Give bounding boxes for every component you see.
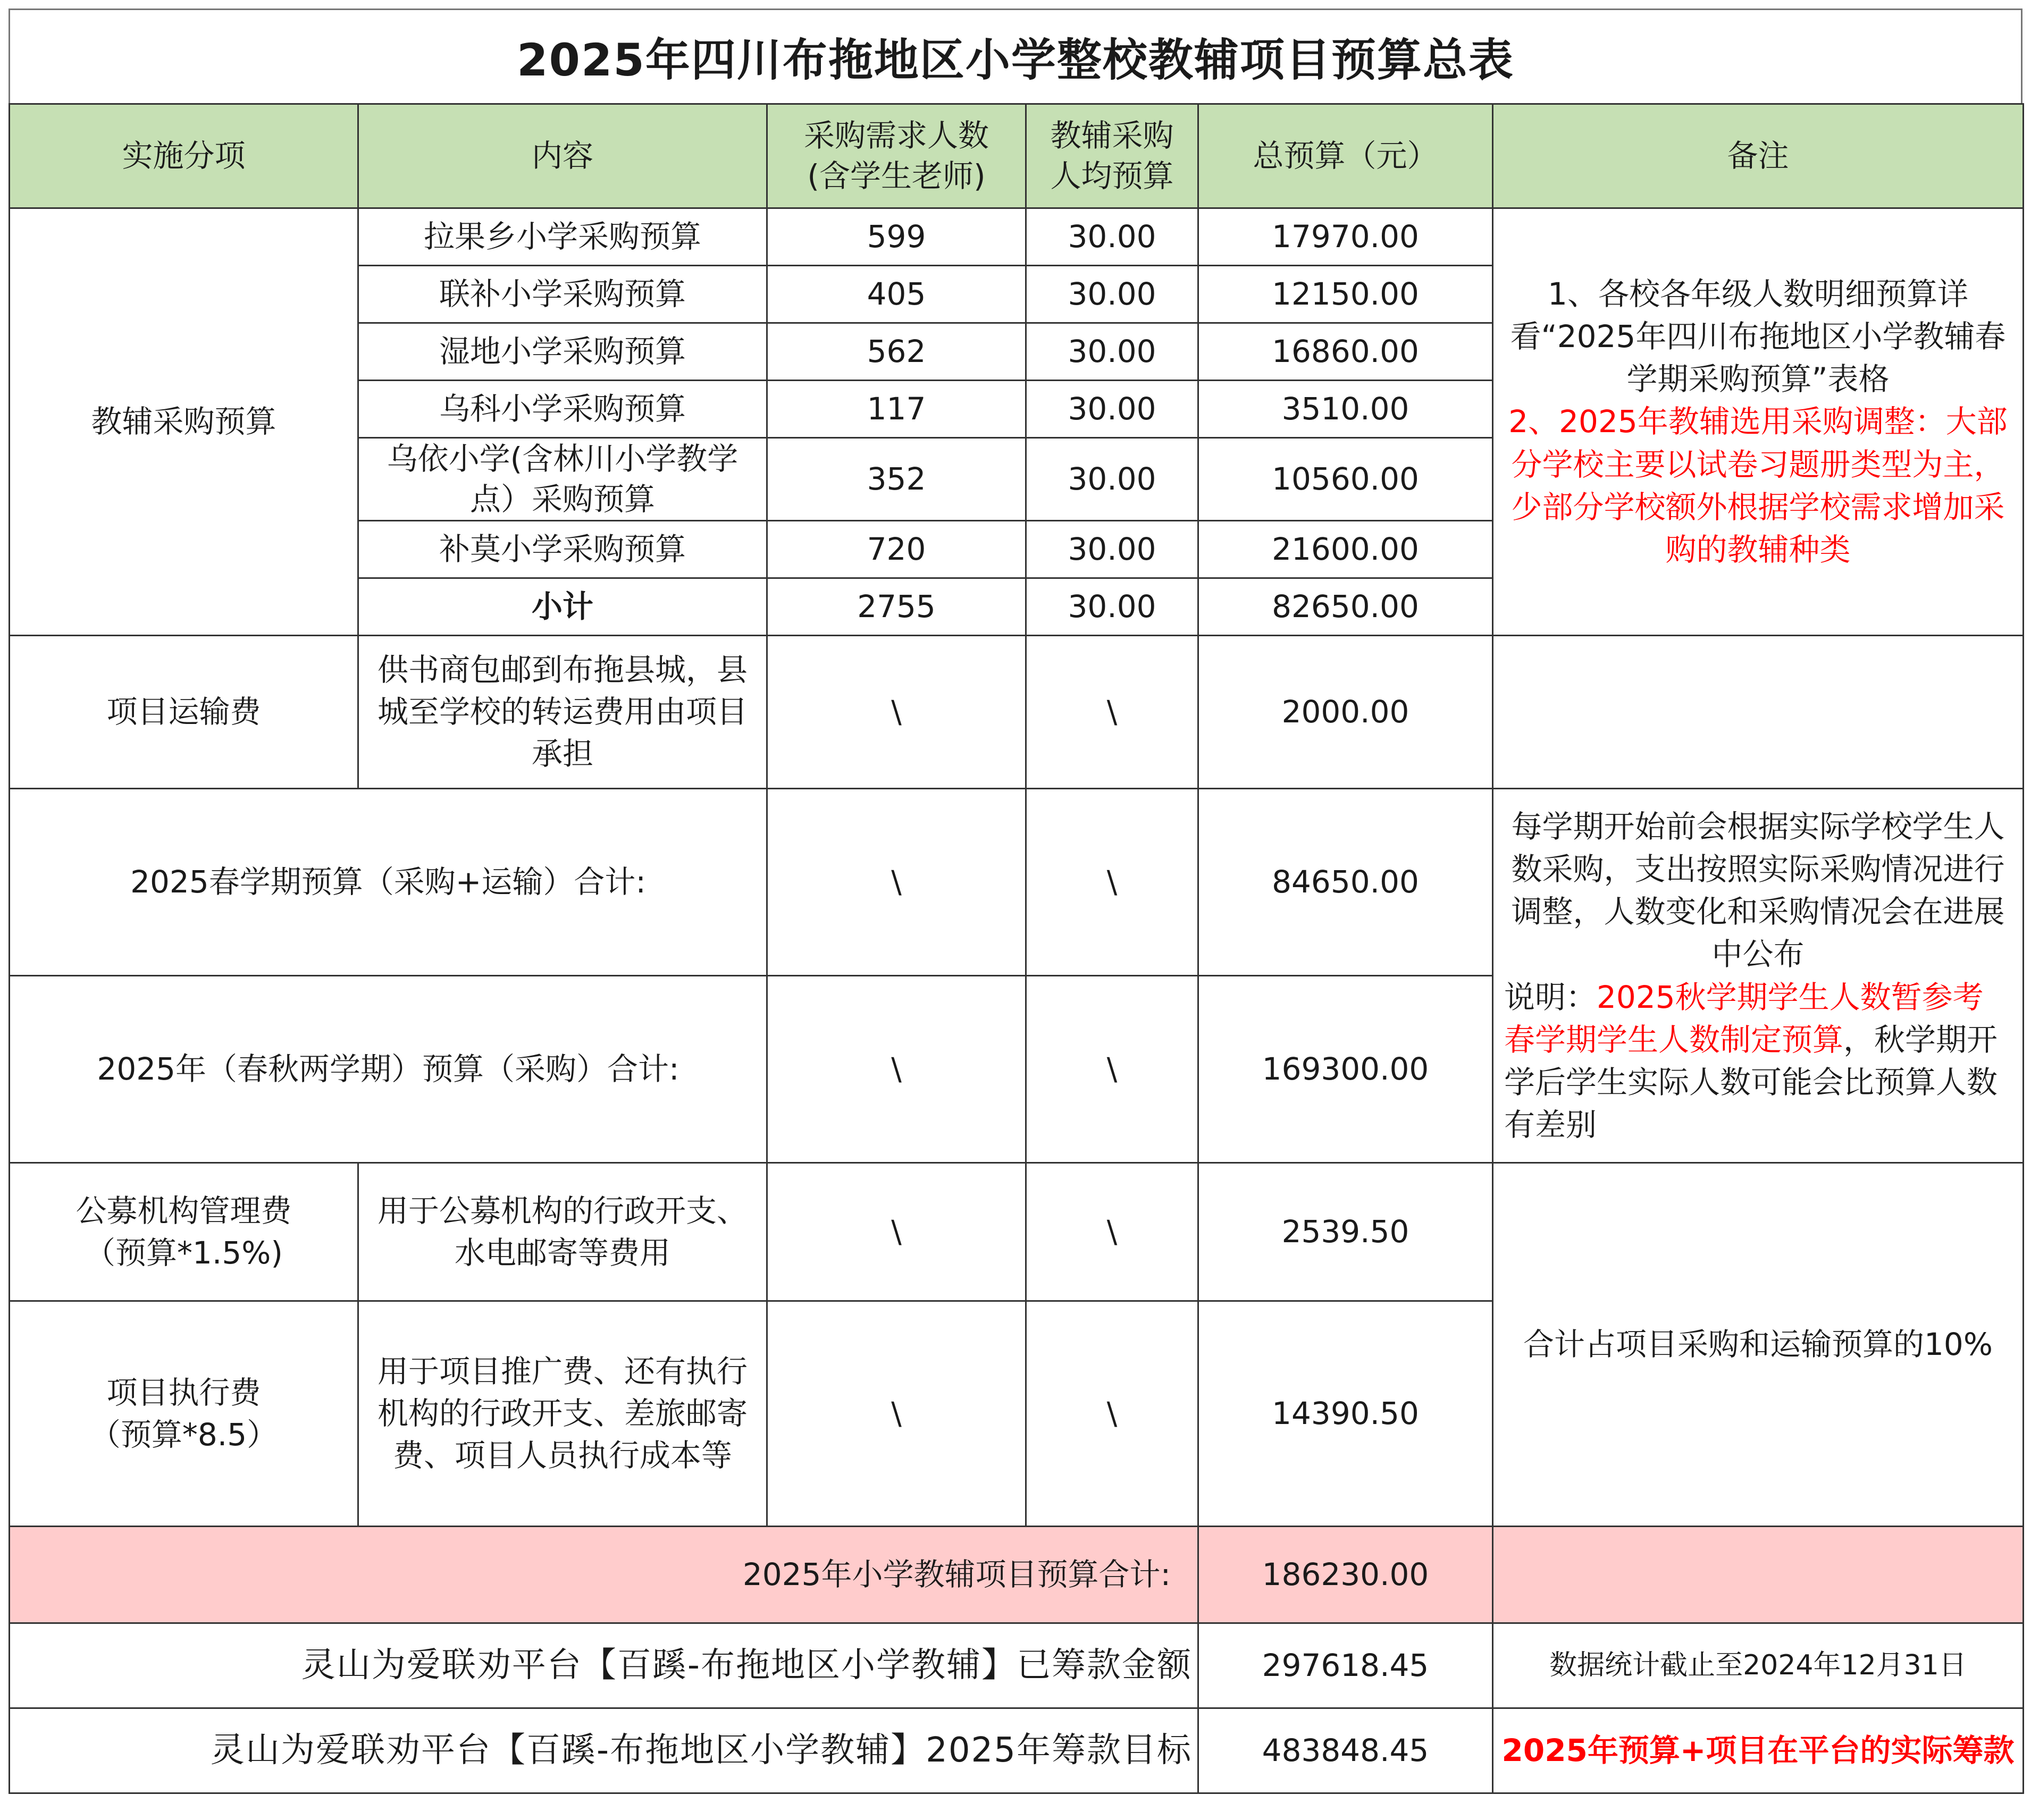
execution-fee-total: 14390.50 <box>1198 1301 1493 1527</box>
school-name: 乌科小学采购预算 <box>358 381 767 438</box>
execution-fee-people: \ <box>767 1301 1026 1527</box>
note-prefix: 说明： <box>1504 979 1597 1015</box>
per-capita-value: 30.00 <box>1026 438 1198 521</box>
management-fee-row <box>10 1163 2024 1301</box>
people-count: 562 <box>767 323 1026 381</box>
people-count: 720 <box>767 521 1026 578</box>
total-value: 3510.00 <box>1198 381 1493 438</box>
header-total: 总预算（元） <box>1198 104 1493 208</box>
remark-red: 2、2025年教辅选用采购调整：大部分学校主要以试卷习题册类型为主，少部分学校额外根据学校需求增加采购的教辅种类 <box>1508 403 2008 568</box>
note-suffix: ，秋学期开学后学生实际人数可能会比预算人数有差别 <box>1504 1021 1998 1143</box>
per-capita-value: 30.00 <box>1026 266 1198 323</box>
target-remark: 2025年预算+项目在平台的实际筹款 <box>1493 1708 2024 1793</box>
grand-total-row <box>10 1527 2024 1623</box>
spring-total-value: 84650.00 <box>1198 789 1493 976</box>
school-name: 联补小学采购预算 <box>358 266 767 323</box>
header-remark: 备注 <box>1493 104 2024 208</box>
management-fee-total: 2539.50 <box>1198 1163 1493 1301</box>
transport-category: 项目运输费 <box>10 636 358 789</box>
total-value: 16860.00 <box>1198 323 1493 381</box>
subtotal-people: 2755 <box>767 578 1026 636</box>
total-value: 21600.00 <box>1198 521 1493 578</box>
execution-fee-category: 项目执行费 （预算*8.5） <box>10 1301 358 1527</box>
spring-total-people: \ <box>767 789 1026 976</box>
management-fee-per: \ <box>1026 1163 1198 1301</box>
management-fee-people: \ <box>767 1163 1026 1301</box>
table-row <box>10 208 2024 266</box>
people-count: 405 <box>767 266 1026 323</box>
budget-table <box>9 103 2024 1794</box>
management-fee-content: 用于公募机构的行政开支、水电邮寄等费用 <box>358 1163 767 1301</box>
raised-row <box>10 1623 2024 1708</box>
management-fee-category: 公募机构管理费 （预算*1.5%) <box>10 1163 358 1301</box>
subtotal-label: 小计 <box>358 578 767 636</box>
year-total-value: 169300.00 <box>1198 976 1493 1163</box>
target-total: 483848.45 <box>1198 1708 1493 1793</box>
total-value: 12150.00 <box>1198 266 1493 323</box>
total-value: 10560.00 <box>1198 438 1493 521</box>
transport-people: \ <box>767 636 1026 789</box>
transport-remark <box>1493 636 2024 789</box>
people-count: 352 <box>767 438 1026 521</box>
grand-total-remark <box>1493 1527 2024 1623</box>
year-total-label: 2025年（春秋两学期）预算（采购）合计: <box>10 976 767 1163</box>
spring-total-per: \ <box>1026 789 1198 976</box>
raised-total: 297618.45 <box>1198 1623 1493 1708</box>
transport-content: 供书商包邮到布拖县城，县城至学校的转运费用由项目承担 <box>358 636 767 789</box>
year-total-people: \ <box>767 976 1026 1163</box>
spring-total-label: 2025春学期预算（采购+运输）合计: <box>10 789 767 976</box>
raised-remark: 数据统计截止至2024年12月31日 <box>1493 1623 2024 1708</box>
raised-label: 灵山为爱联劝平台【百蹊-布拖地区小学教辅】已筹款金额 <box>10 1623 1198 1708</box>
grand-total-label: 2025年小学教辅项目预算合计: <box>10 1527 1198 1623</box>
remark-black: 1、各校各年级人数明细预算详看“2025年四川布拖地区小学教辅春学期采购预算”表格 <box>1510 276 2006 398</box>
spring-total-row <box>10 789 2024 976</box>
per-capita-value: 30.00 <box>1026 381 1198 438</box>
semester-remark <box>1493 789 2024 1163</box>
header-content: 内容 <box>358 104 767 208</box>
school-name: 拉果乡小学采购预算 <box>358 208 767 266</box>
execution-fee-content: 用于项目推广费、还有执行机构的行政开支、差旅邮寄费、项目人员执行成本等 <box>358 1301 767 1527</box>
total-value: 17970.00 <box>1198 208 1493 266</box>
school-name: 补莫小学采购预算 <box>358 521 767 578</box>
school-name: 湿地小学采购预算 <box>358 323 767 381</box>
school-name: 乌依小学(含林川小学教学点）采购预算 <box>358 438 767 521</box>
subtotal-per: 30.00 <box>1026 578 1198 636</box>
procurement-category: 教辅采购预算 <box>10 208 358 636</box>
header-people: 采购需求人数 (含学生老师) <box>767 104 1026 208</box>
execution-fee-per: \ <box>1026 1301 1198 1527</box>
header-category: 实施分项 <box>10 104 358 208</box>
per-capita-value: 30.00 <box>1026 323 1198 381</box>
page-title: 2025年四川布拖地区小学整校教辅项目预算总表 <box>9 9 2022 103</box>
semester-remark-note <box>1504 976 2012 1146</box>
subtotal-total: 82650.00 <box>1198 578 1493 636</box>
year-total-per: \ <box>1026 976 1198 1163</box>
transport-per: \ <box>1026 636 1198 789</box>
procurement-remark <box>1493 208 2024 636</box>
fee-remark: 合计占项目采购和运输预算的10% <box>1493 1163 2024 1527</box>
people-count: 599 <box>767 208 1026 266</box>
per-capita-value: 30.00 <box>1026 208 1198 266</box>
header-per-capita: 教辅采购 人均预算 <box>1026 104 1198 208</box>
note-red: 2025秋学期学生人数暂参考春学期学生人数制定预算 <box>1504 979 1984 1058</box>
people-count: 117 <box>767 381 1026 438</box>
grand-total-value: 186230.00 <box>1198 1527 1493 1623</box>
header-row <box>10 104 2024 208</box>
target-row <box>10 1708 2024 1793</box>
target-label: 灵山为爱联劝平台【百蹊-布拖地区小学教辅】2025年筹款目标 <box>10 1708 1198 1793</box>
semester-remark-text: 每学期开始前会根据实际学校学生人数采购，支出按照实际采购情况进行调整，人数变化和采购情况会在进展中公布 <box>1511 808 2005 973</box>
per-capita-value: 30.00 <box>1026 521 1198 578</box>
transport-total: 2000.00 <box>1198 636 1493 789</box>
transport-row <box>10 636 2024 789</box>
